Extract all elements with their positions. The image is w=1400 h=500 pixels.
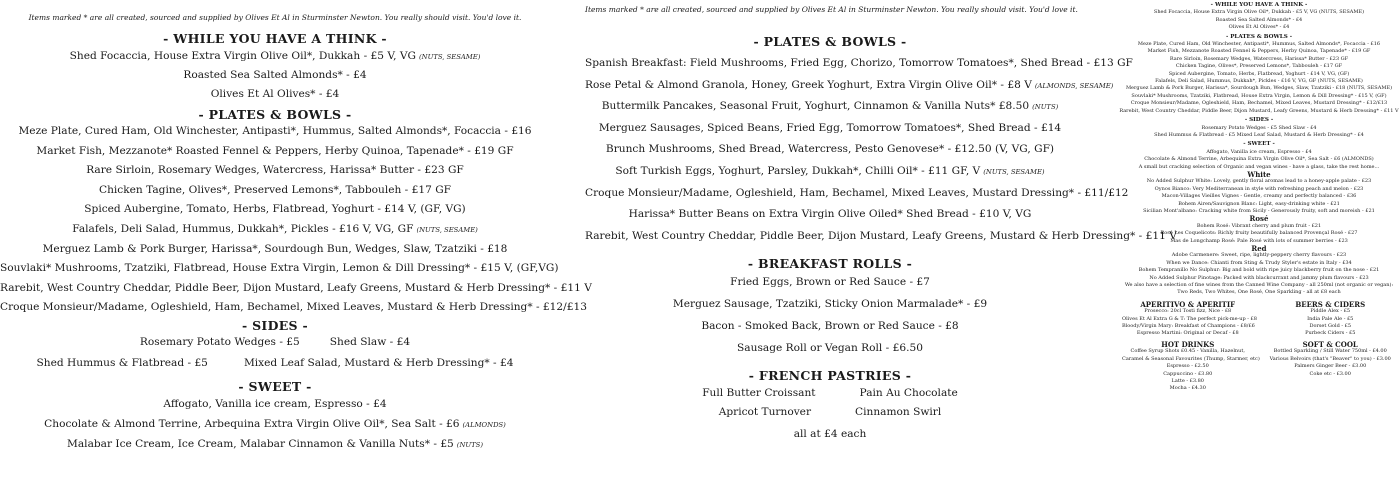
drink-line: Espresso Martini: Original or Decaf - £8 — [1136, 330, 1239, 337]
menu-item — [585, 320, 1075, 332]
wine-category-heading: Rosé — [1249, 214, 1269, 224]
pastry-item: Cinnamon Swirl — [855, 405, 942, 418]
thumbnail-line: Meze Plate, Cured Ham, Old Winchester, Antipasti*, Hummus, Salted Almonds*, Focaccia - £16 — [1137, 41, 1381, 48]
while-you-think-heading: - WHILE YOU HAVE A THINK - — [163, 31, 387, 46]
thumbnail-section-heading: - SWEET - — [1243, 141, 1275, 148]
menu-item — [0, 243, 550, 255]
menu-item — [0, 262, 559, 275]
side-item: Shed Slaw - £4 — [329, 336, 411, 349]
lunch-menu-column — [0, 0, 592, 500]
menu-item — [585, 186, 1129, 199]
menu-item — [585, 165, 1075, 177]
plates-bowls-heading: - PLATES & BOWLS - — [753, 34, 907, 49]
menu-item — [0, 184, 550, 196]
menu-item — [585, 57, 1133, 69]
pastry-item: Full Butter Croissant — [702, 386, 816, 399]
soft-drinks-heading: SOFT & COOL — [1302, 339, 1358, 349]
menu-item-text: Rarebit, West Country Cheddar, Piddle Beer, Dijon Mustard, Leafy Greens, Mustard & Herb Dressing* - £11 V — [585, 229, 1177, 242]
plates-bowls-heading: - PLATES & BOWLS - — [198, 107, 352, 122]
menu-item-text: Harissa* Butter Beans on Extra Virgin Olive Oiled* Shed Bread - £10 V, VG — [628, 208, 1032, 221]
allergen-note: (ALMONDS, SESAME) — [1034, 81, 1114, 90]
pastry-item: Apricot Turnover — [718, 405, 812, 418]
sides-heading: - SIDES - — [241, 318, 309, 334]
thumbnail-line: Souvlaki* Mushrooms, Tzatziki, Flatbread, House Extra Virgin, Lemon & Dill Dressing* - £15 V, (GF) — [1131, 92, 1387, 99]
thumbnail-line: A small but cracking selection of Organic and vegan wines - have a glass, take the rest home... — [1138, 163, 1380, 170]
allergen-note: (NUTS, SESAME) — [419, 53, 481, 61]
menu-item-text: Bacon - Smoked Back, Brown or Red Sauce - £8 — [701, 319, 959, 332]
drinks-top-row — [1118, 301, 1400, 338]
menu-item-text: Merguez Sausages, Spiced Beans, Fried Egg, Tomorrow Tomatoes*, Shed Bread - £14 — [598, 121, 1062, 134]
menu-item-text: Malabar Ice Cream, Ice Cream, Malabar Cinnamon & Vanilla Nuts* - £5 — [67, 438, 454, 451]
menu-item — [0, 301, 587, 314]
menu-item-text: Croque Monsieur/Madame, Ogleshield, Ham, Bechamel, Mixed Leaves, Mustard & Herb Dressing* - £12/£13 — [0, 301, 587, 314]
menu-item — [0, 438, 550, 450]
side-item: Rosemary Potato Wedges - £5 — [139, 336, 300, 349]
soft-drinks-block — [1264, 341, 1396, 393]
intro-note: Items marked * are all created, sourced and supplied by Olives Et Al in Sturminster Newton. You really should visit. You'd love it. — [585, 5, 1078, 14]
menu-item — [585, 342, 1075, 354]
thumbnail-section-heading: - SIDES - — [1244, 117, 1274, 124]
menu-item — [585, 229, 1177, 242]
menu-item-text: Buttermilk Pancakes, Seasonal Fruit, Yoghurt, Cinnamon & Vanilla Nuts* £8.50 — [601, 100, 1030, 113]
thumbnail-line: Bohem Tempranillo No Sulphur: Big and bold with ripe juicy blackberry fruit on the nose - £21 — [1138, 267, 1380, 274]
thumbnail-line: Sicilian Mont'albano: Cracking white from Sicily - Generously fruity, soft and moreish - £21 — [1143, 207, 1375, 214]
thumbnail-line: Rosemary Potato Wedges - £5 Shed Slaw - £4 — [1201, 124, 1317, 131]
thumbnail-line: Shed Hummus & Flatbread - £5 Mixed Leaf Salad, Mustard & Herb Dressing* - £4 — [1154, 131, 1364, 138]
pastries-price: all at £4 each — [793, 427, 867, 440]
drink-line: Caramel & Seasonal Favourites (Thump, Starmer, etc) — [1122, 355, 1260, 362]
allergen-note: (NUTS, SESAME) — [416, 225, 478, 234]
thumbnail-line: Affogato, Vanilla ice cream, Espresso - £4 — [1206, 148, 1312, 155]
thumbnail-line: Oynos Bianco: Very Mediterranean in style with refreshing peach and melon - £23 — [1154, 185, 1364, 192]
french-pastries-heading: - FRENCH PASTRIES - — [748, 367, 912, 383]
menu-item — [585, 100, 1075, 112]
sides-row — [0, 336, 550, 348]
thumbnail-line: When we Dance: Chianti from Sting & Trudy Styler's estate in Italy - £34 — [1166, 259, 1352, 266]
menu-item-text: Meze Plate, Cured Ham, Old Winchester, Antipasti*, Hummus, Salted Almonds*, Focaccia - £16 — [18, 125, 532, 137]
allergen-note: (NUTS, SESAME) — [983, 167, 1045, 176]
menu-item — [0, 50, 550, 62]
menu-item-text: Market Fish, Mezzanote* Roasted Fennel & Peppers, Herby Quinoa, Tapenade* - £19 GF — [36, 144, 514, 157]
drinks-bottom-row — [1118, 341, 1400, 393]
menu-item-text: Affogato, Vanilla ice cream, Espresso - £4 — [163, 398, 387, 411]
thumbnail-line: We also have a selection of fine wines from the Canned Wine Company - all 250ml (not organic or vegan): — [1124, 282, 1394, 289]
thumbnail-section-heading: - PLATES & BOWLS - — [1225, 33, 1293, 40]
menu-item — [0, 203, 550, 215]
menu-item-text: Falafels, Deli Salad, Hummus, Dukkah*, Pickles - £16 V, VG, GF — [72, 222, 414, 235]
drink-line: Mocha - £4.30 — [1169, 385, 1206, 392]
thumbnail-line: Olives Et Al Olives* - £4 — [1228, 24, 1290, 31]
drink-line: Espresso - £2.50 — [1166, 363, 1209, 370]
menu-item — [0, 418, 550, 430]
drink-line: Prosecco: 20cl Tosti fizz, Nice - £8 — [1144, 308, 1232, 315]
thumbnail-line: Adobe Carmenere: Sweet, ripe, lightly-peppery cherry flavours - £23 — [1171, 252, 1347, 259]
allergen-note: (ALMONDS) — [462, 421, 506, 430]
thumbnail-line: Merguez Lamb & Pork Burger, Harissa*, Sourdough Bun, Wedges, Slaw, Tzatziki - £18 (NUTS, SESAME) — [1125, 85, 1393, 92]
thumbnail-line: Shed Focaccia, House Extra Virgin Olive Oil*, Dukkah - £5 V, VG (NUTS, SESAME) — [1153, 9, 1365, 16]
aperitivo-block — [1122, 299, 1257, 338]
thumbnail-line: Falafels, Deli Salad, Hummus, Dukkah*, Pickles - £16 V, VG, GF (NUTS, SESAME) — [1155, 78, 1363, 85]
side-item: Mixed Leaf Salad, Mustard & Herb Dressing* - £4 — [243, 357, 514, 370]
thumbnail-section-heading: - WHILE YOU HAVE A THINK - — [1210, 2, 1308, 8]
pastries-row — [585, 406, 1075, 418]
drink-line: Latte - £3.80 — [1171, 377, 1204, 384]
menu-item — [0, 125, 550, 137]
menu-item-text: Spanish Breakfast: Field Mushrooms, Fried Egg, Chorizo, Tomorrow Tomatoes*, Shed Bread - £13 GF — [585, 57, 1133, 69]
menu-item-text: Merguez Sausage, Tzatziki, Sticky Onion Marmalade* - £9 — [672, 297, 988, 310]
wine-category-heading: White — [1247, 169, 1271, 179]
full-menu-thumbnail — [1118, 0, 1400, 500]
menu-item-text: Olives Et Al Olives* - £4 — [210, 88, 340, 100]
breakfast-menu-column — [585, 0, 1177, 500]
breakfast-rolls-heading: - BREAKFAST ROLLS - — [747, 255, 913, 271]
drink-line: Bloody/Virgin Mary: Breakfast of Champions - £8/£6 — [1122, 323, 1255, 330]
menu-item-text: Roasted Sea Salted Almonds* - £4 — [183, 69, 367, 81]
drink-line: Olives Et Al Extra G & T: The perfect pick-me-up - £8 — [1122, 315, 1257, 322]
wine-category-heading: Red — [1251, 244, 1267, 253]
menu-item-text: Soft Turkish Eggs, Yoghurt, Parsley, Dukkah*, Chilli Oil* - £11 GF, V — [615, 164, 981, 177]
menu-item-text: Brunch Mushrooms, Shed Bread, Watercress, Pesto Genovese* - £12.50 (V, VG, GF) — [605, 143, 1055, 156]
menu-item-text: Chicken Tagine, Olives*, Preserved Lemons*, Tabbouleh - £17 GF — [98, 183, 452, 196]
drink-line: Dorset Gold - £5 — [1309, 323, 1352, 330]
thumbnail-line: Two Reds, Two Whites, One Rosé, One Sparkling - all at £8 each — [1177, 289, 1341, 296]
menu-item — [585, 122, 1075, 134]
menu-item-text: Souvlaki* Mushrooms, Tzatziki, Flatbread, House Extra Virgin, Lemon & Dill Dressing* - £15 V, (GF,VG) — [0, 262, 559, 275]
menu-item — [0, 69, 550, 81]
menu-item — [585, 78, 1114, 91]
menu-item — [585, 143, 1075, 155]
menu-item-text: Rose Petal & Almond Granola, Honey, Greek Yoghurt, Extra Virgin Olive Oil* - £8 V — [585, 78, 1032, 91]
drink-line: Palmers Ginger Beer - £3.00 — [1294, 363, 1367, 370]
menu-item — [0, 398, 550, 410]
menu-item-text: Shed Focaccia, House Extra Virgin Olive Oil*, Dukkah - £5 V, VG — [69, 50, 417, 62]
thumbnail-line: Roasted Sea Salted Almonds* - £4 — [1215, 16, 1303, 23]
drink-line: India Pale Ale - £5 — [1307, 315, 1354, 322]
pastries-row — [585, 387, 1075, 399]
menu-item — [0, 164, 550, 176]
drink-line: Various Belvoirs (that's "Beaver" to you) - £3.00 — [1269, 355, 1391, 362]
sweet-heading: - SWEET - — [238, 379, 312, 395]
drink-line: Cappuccino - £3.80 — [1163, 370, 1213, 377]
drink-line: Coffee Syrup Shots £0.45 - Vanilla, Hazelnut, — [1130, 348, 1245, 355]
menu-item — [0, 88, 550, 100]
menu-item — [0, 223, 550, 235]
thumbnail-line: Rosé Les Coquelicots: Richly fruity beautifully balanced Provençal Rosé - £27 — [1160, 230, 1358, 237]
allergen-note: (NUTS) — [456, 441, 483, 450]
thumbnail-line: Market Fish, Mezzanote Roasted Fennel & Peppers, Herby Quinoa, Tapenade* - £19 GF — [1147, 48, 1371, 55]
menu-item-text: Sausage Roll or Vegan Roll - £6.50 — [737, 341, 923, 354]
thumbnail-line: Bohem Airen/Sauvignon Blanc: Light, easy-drinking white - £21 — [1178, 200, 1340, 207]
beers-heading: BEERS & CIDERS — [1295, 299, 1366, 309]
drink-line: Coke etc - £3.00 — [1309, 370, 1351, 377]
menu-item-text: Rarebit, West Country Cheddar, Piddle Beer, Dijon Mustard, Leafy Greens, Mustard & Herb Dressing* - £11 V — [0, 281, 592, 294]
thumbnail-line: Rarebit, West Country Cheddar, Piddle Beer, Dijon Mustard, Leafy Greens, Mustard & Herb Dressing* - £11 V — [1119, 107, 1399, 114]
pastry-item: Pain Au Chocolate — [859, 386, 958, 399]
hot-drinks-block — [1122, 339, 1260, 393]
menu-item — [0, 281, 592, 294]
menu-item-text: Croque Monsieur/Madame, Ogleshield, Ham, Bechamel, Mixed Leaves, Mustard Dressing* - £11/£12 — [585, 186, 1129, 199]
menu-item — [0, 145, 550, 157]
menu-item — [585, 298, 1075, 310]
menu-item — [585, 276, 1075, 288]
thumbnail-line: Macon-Villages Vieilles Vignes - Gentle, creamy and perfectly balanced - £36 — [1161, 193, 1357, 200]
allergen-note: (NUTS) — [1032, 103, 1059, 112]
menu-item — [585, 208, 1075, 220]
thumbnail-line: Rare Sirloin, Rosemary Wedges, Watercress, Harissa* Butter - £23 GF — [1169, 55, 1349, 62]
drink-line: Piddle Alex - £5 — [1310, 308, 1351, 315]
thumbnail-line: Croque Monsieur/Madame, Ogleshield, Ham, Bechamel, Mixed Leaves, Mustard Dressing* - £12/£13 — [1130, 100, 1388, 107]
aperitivo-heading: APERITIVO & APERITIF — [1140, 299, 1236, 309]
hot-drinks-heading: HOT DRINKS — [1161, 339, 1215, 349]
sides-row — [0, 357, 550, 369]
thumbnail-line: No Added Sulphur White: Lovely, gently floral aromas lead to a honey-apple palate - £23 — [1146, 178, 1372, 185]
beers-block — [1264, 301, 1396, 338]
thumbnail-line: Spiced Aubergine, Tomato, Herbs, Flatbread, Yoghurt - £14 V, VG, (GF) — [1168, 70, 1350, 77]
menu-item-text: Fried Eggs, Brown or Red Sauce - £7 — [730, 275, 930, 288]
menu-item-text: Rare Sirloin, Rosemary Wedges, Watercress, Harissa* Butter - £23 GF — [86, 164, 464, 177]
drink-line: Bottled Sparkling / Still Water 750ml - £4.00 — [1273, 348, 1387, 355]
menu-item-text: Spiced Aubergine, Tomato, Herbs, Flatbread, Yoghurt - £14 V, (GF, VG) — [84, 203, 466, 216]
thumbnail-line: No Added Sulphur Pinotage: Packed with blackcurrant and jammy plum flavours - £23 — [1149, 274, 1369, 281]
intro-note: Items marked * are all created, sourced and supplied by Olives Et Al in Sturminster Newton. You really should visit. You'd love it. — [28, 13, 522, 22]
thumbnail-line: Mas de Longchamp Rosé: Pale Rosé with lots of summer berries - £23 — [1170, 237, 1348, 244]
side-item: Shed Hummus & Flatbread - £5 — [36, 357, 208, 370]
thumbnail-line: Bohem Rosé: Vibrant cherry and plum fruit - £21 — [1196, 222, 1322, 229]
drink-line: Purbeck Ciders - £5 — [1305, 330, 1356, 337]
menu-item-text: Merguez Lamb & Pork Burger, Harissa*, Sourdough Bun, Wedges, Slaw, Tzatziki - £18 — [42, 242, 508, 255]
thumbnail-line: Chocolate & Almond Terrine, Arbequina Extra Virgin Olive Oil*, Sea Salt - £6 (ALMONDS) — [1144, 156, 1374, 163]
thumbnail-line: Chicken Tagine, Olives*, Preserved Lemons*, Tabbouleh - £17 GF — [1175, 63, 1343, 70]
menu-item-text: Chocolate & Almond Terrine, Arbequina Extra Virgin Olive Oil*, Sea Salt - £6 — [44, 418, 460, 431]
